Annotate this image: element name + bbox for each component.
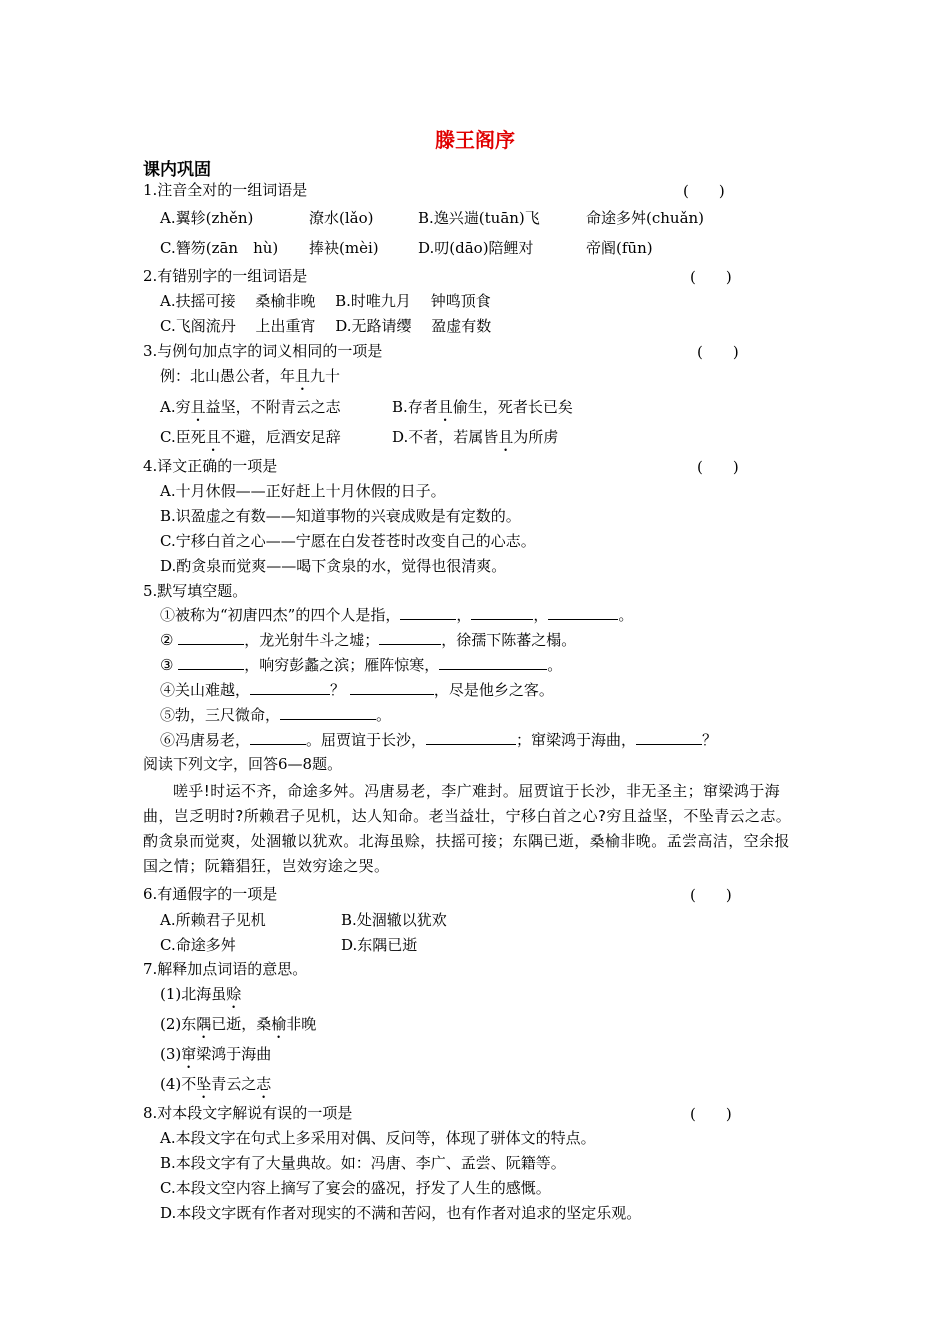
q4-option-c: C.宁移白首之心——宁愿在白发苍苍时改变自己的心志。 xyxy=(160,532,536,550)
q1-option-c-word2: 捧袂(mèi) xyxy=(309,239,379,257)
section-heading: 课内巩固 xyxy=(143,160,211,180)
q6-option-b: B.处涸辙以犹欢 xyxy=(341,911,447,929)
q2-options-cd: C.飞阁流丹 上出重宵 D.无路请缨 盈虚有数 xyxy=(160,317,492,335)
q7-item-2: (2)东隅已逝，桑榆非晚 xyxy=(160,1015,317,1033)
answer-bracket-3: ( ) xyxy=(697,343,739,361)
answer-bracket-2: ( ) xyxy=(690,268,732,286)
page-title: 滕王阁序 xyxy=(435,128,515,152)
q5-item-2: ② ，龙光射牛斗之墟； ，徐孺下陈蕃之榻。 xyxy=(160,631,577,649)
q6-option-c: C.命途多舛 xyxy=(160,936,236,954)
question-4-stem: 4.译文正确的一项是 xyxy=(143,457,278,475)
question-8-stem: 8.对本段文字解说有误的一项是 xyxy=(143,1104,353,1122)
question-3-stem: 3.与例句加点字的词义相同的一项是 xyxy=(143,342,383,360)
q1-option-c: C.簪笏(zān hù) xyxy=(160,239,279,257)
q8-option-d: D.本段文字既有作者对现实的不满和苦闷，也有作者对追求的坚定乐观。 xyxy=(160,1204,642,1222)
q8-option-a: A.本段文字在句式上多采用对偶、反问等，体现了骈体文的特点。 xyxy=(160,1129,596,1147)
q1-option-b-word2: 命途多舛(chuǎn) xyxy=(586,209,705,227)
q3-option-c: C.臣死且不避，卮酒安足辞 xyxy=(160,428,341,446)
q6-option-d: D.东隅已逝 xyxy=(341,936,418,954)
question-5-stem: 5.默写填空题。 xyxy=(143,582,248,600)
q8-option-b: B.本段文字有了大量典故。如：冯唐、李广、孟尝、阮籍等。 xyxy=(160,1154,566,1172)
q4-option-a: A.十月休假——正好赶上十月休假的日子。 xyxy=(160,482,446,500)
q2-options-ab: A.扶摇可接 桑榆非晚 B.时唯九月 钟鸣顶食 xyxy=(160,292,491,310)
answer-bracket-6: ( ) xyxy=(690,886,732,904)
q7-item-4: (4)不坠青云之志 xyxy=(160,1075,272,1093)
q3-option-b: B.存者且偷生，死者长已矣 xyxy=(392,398,573,416)
reading-passage: 嗟乎!时运不齐，命途多舛。冯唐易老，李广难封。屈贾谊于长沙，非无圣主；窜梁鸿于海曲，岂乏明时?所赖君子见机，达人知命。老当益壮，宁移白首之心?穷且益坚，不坠青云之志。酌贪泉而觉爽，处涸辙以犹欢。北海虽赊，扶摇可接；东隅已逝，桑榆非晚。孟尝高洁，空余报国之情；阮籍猖狂，岂效穷途之哭。 xyxy=(143,782,792,875)
q5-item-3: ③ ，响穷彭蠡之滨；雁阵惊寒， 。 xyxy=(160,656,563,674)
q1-option-a-word2: 潦水(lǎo) xyxy=(309,209,374,227)
q7-item-1: (1)北海虽赊 xyxy=(160,985,242,1003)
q4-option-d: D.酌贪泉而觉爽——喝下贪泉的水，觉得也很清爽。 xyxy=(160,557,507,575)
question-6-stem: 6.有通假字的一项是 xyxy=(143,885,278,903)
q1-option-d: D.叨(dāo)陪鲤对 xyxy=(418,239,534,257)
q3-option-d: D.不者，若属皆且为所虏 xyxy=(392,428,559,446)
answer-bracket-4: ( ) xyxy=(697,458,739,476)
q7-item-3: (3)窜梁鸿于海曲 xyxy=(160,1045,272,1063)
q5-item-5: ⑤勃，三尺微命， 。 xyxy=(160,706,392,724)
q5-item-6: ⑥冯唐易老， 。屈贾谊于长沙， ；窜梁鸿于海曲， ？ xyxy=(160,731,718,749)
q5-item-4: ④关山难越， ？ ，尽是他乡之客。 xyxy=(160,681,554,699)
q3-option-a: A.穷且益坚，不附青云之志 xyxy=(160,398,341,416)
q6-option-a: A.所赖君子见机 xyxy=(160,911,266,929)
q5-item-1: ①被称为“初唐四杰”的四个人是指， ， ， 。 xyxy=(160,606,634,624)
question-2-stem: 2.有错别字的一组词语是 xyxy=(143,267,308,285)
reading-intro: 阅读下列文字，回答6—8题。 xyxy=(143,755,343,773)
q1-option-d-word2: 帝阍(fūn) xyxy=(586,239,653,257)
q4-option-b: B.识盈虚之有数——知道事物的兴衰成败是有定数的。 xyxy=(160,507,521,525)
q3-example: 例：北山愚公者，年且九十 xyxy=(160,367,341,385)
answer-bracket-1: ( ) xyxy=(683,182,725,200)
q8-option-c: C.本段文空内容上摘写了宴会的盛况，抒发了人生的感慨。 xyxy=(160,1179,551,1197)
q1-option-a: A.翼轸(zhěn) xyxy=(160,209,254,227)
question-7-stem: 7.解释加点词语的意思。 xyxy=(143,960,308,978)
q1-option-b: B.逸兴遄(tuān)飞 xyxy=(418,209,540,227)
question-1-stem: 1.注音全对的一组词语是 xyxy=(143,181,308,199)
answer-bracket-8: ( ) xyxy=(690,1105,732,1123)
